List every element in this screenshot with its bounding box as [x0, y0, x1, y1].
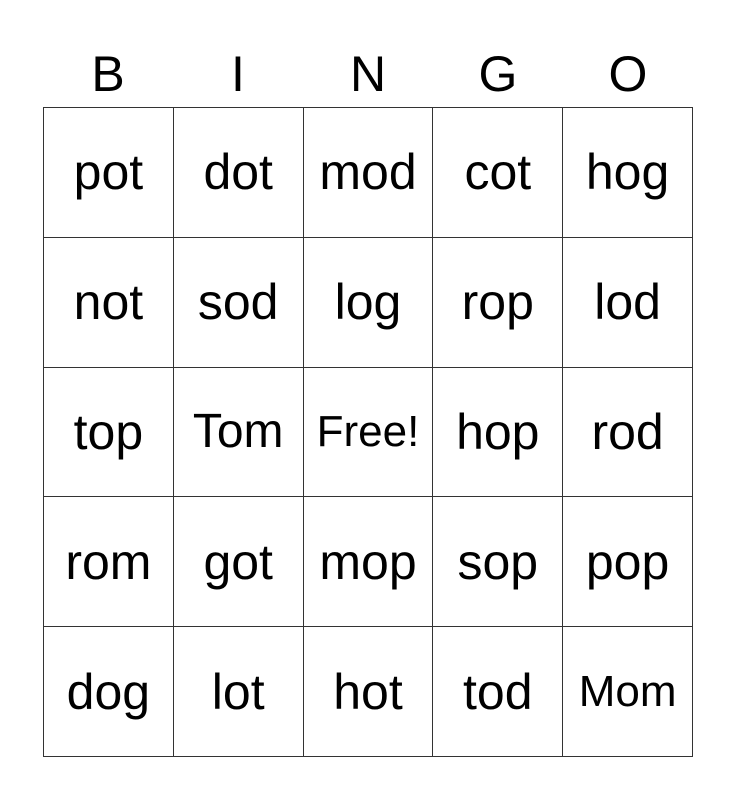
bingo-cell[interactable]: lod — [563, 238, 693, 368]
bingo-board — [43, 107, 693, 757]
bingo-cell[interactable]: rop — [433, 238, 563, 368]
bingo-cell[interactable]: pot — [44, 108, 174, 238]
header-letter-g: G — [478, 46, 518, 102]
bingo-cell[interactable]: hop — [433, 368, 563, 498]
bingo-cell[interactable]: not — [44, 238, 174, 368]
bingo-cell[interactable]: Mom — [563, 627, 693, 757]
bingo-cell[interactable]: pop — [563, 497, 693, 627]
bingo-cell[interactable]: hot — [304, 627, 434, 757]
free-space-cell[interactable]: Free! — [304, 368, 434, 498]
header-letter-i: I — [231, 46, 245, 102]
bingo-cell[interactable]: mop — [304, 497, 434, 627]
header-letter-o: O — [608, 46, 648, 102]
bingo-cell[interactable]: lot — [174, 627, 304, 757]
bingo-cell[interactable]: cot — [433, 108, 563, 238]
bingo-cell[interactable]: sod — [174, 238, 304, 368]
bingo-cell[interactable]: log — [304, 238, 434, 368]
bingo-cell[interactable]: hog — [563, 108, 693, 238]
bingo-cell[interactable]: tod — [433, 627, 563, 757]
bingo-cell[interactable]: rod — [563, 368, 693, 498]
header-letter-b: B — [91, 46, 125, 102]
bingo-cell[interactable]: top — [44, 368, 174, 498]
bingo-cell[interactable]: mod — [304, 108, 434, 238]
bingo-cell[interactable]: dog — [44, 627, 174, 757]
bingo-cell[interactable]: dot — [174, 108, 304, 238]
bingo-cell[interactable]: got — [174, 497, 304, 627]
bingo-cell[interactable]: Tom — [174, 368, 304, 498]
bingo-cell[interactable]: rom — [44, 497, 174, 627]
bingo-header — [43, 42, 693, 106]
bingo-cell[interactable]: sop — [433, 497, 563, 627]
header-letter-n: N — [349, 46, 387, 102]
